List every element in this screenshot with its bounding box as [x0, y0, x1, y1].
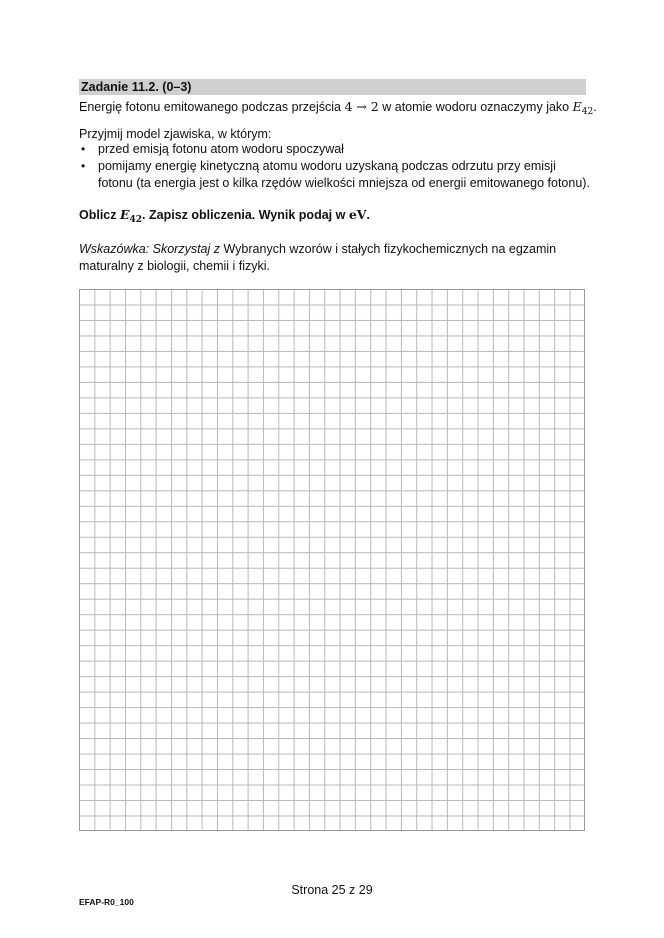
instruction-text-2: . Zapisz obliczenia. Wynik podaj w	[142, 208, 349, 222]
hint-line-2: maturalny z biologii, chemii i fizyki.	[79, 259, 271, 273]
intro-text-2: w atomie wodoru oznaczymy jako	[378, 100, 573, 114]
bullet-icon: •	[81, 159, 86, 173]
hint-text: Wybranych wzorów i stałych fizykochemicznych na egzamin	[220, 242, 557, 256]
hint-line-1	[79, 241, 556, 257]
task-instruction	[79, 207, 370, 223]
energy-symbol-subscript: 42	[581, 107, 594, 117]
intro-text-1: Energię fotonu emitowanego podczas przejścia	[79, 100, 345, 114]
answer-grid[interactable]	[79, 289, 585, 831]
model-lead: Przyjmij model zjawiska, w którym:	[79, 127, 272, 141]
bullet-icon: •	[81, 142, 86, 156]
instruction-energy-symbol	[119, 207, 143, 225]
hint-label: Wskazówka: Skorzystaj z	[79, 242, 221, 256]
bullet-item-1: przed emisją fotonu atom wodoru spoczywał	[98, 142, 344, 156]
exam-code: EFAP-R0_100	[79, 897, 134, 907]
unit-ev: eV	[348, 207, 367, 222]
intro-end: .	[593, 100, 597, 114]
instruction-end: .	[366, 208, 370, 222]
task-intro	[79, 99, 597, 115]
energy-symbol-letter: E	[572, 99, 582, 114]
transition-math: 4 → 2	[344, 99, 379, 114]
task-header: Zadanie 11.2. (0–3)	[79, 79, 586, 95]
bullet-item-2: pomijamy energię kinetyczną atomu wodoru uzyskaną podczas odrzutu przy emisji	[98, 159, 556, 173]
energy-symbol	[572, 99, 597, 117]
instruction-symbol-letter: E	[119, 207, 130, 222]
instruction-text-1: Oblicz	[79, 208, 120, 222]
instruction-symbol-subscript: 42	[129, 215, 143, 225]
bullet-item-2-continuation: fotonu (ta energia jest o kilka rzędów wielkości mniejsza od energii emitowanego fotonu).	[98, 176, 590, 190]
page-number: Strona 25 z 29	[291, 883, 373, 897]
